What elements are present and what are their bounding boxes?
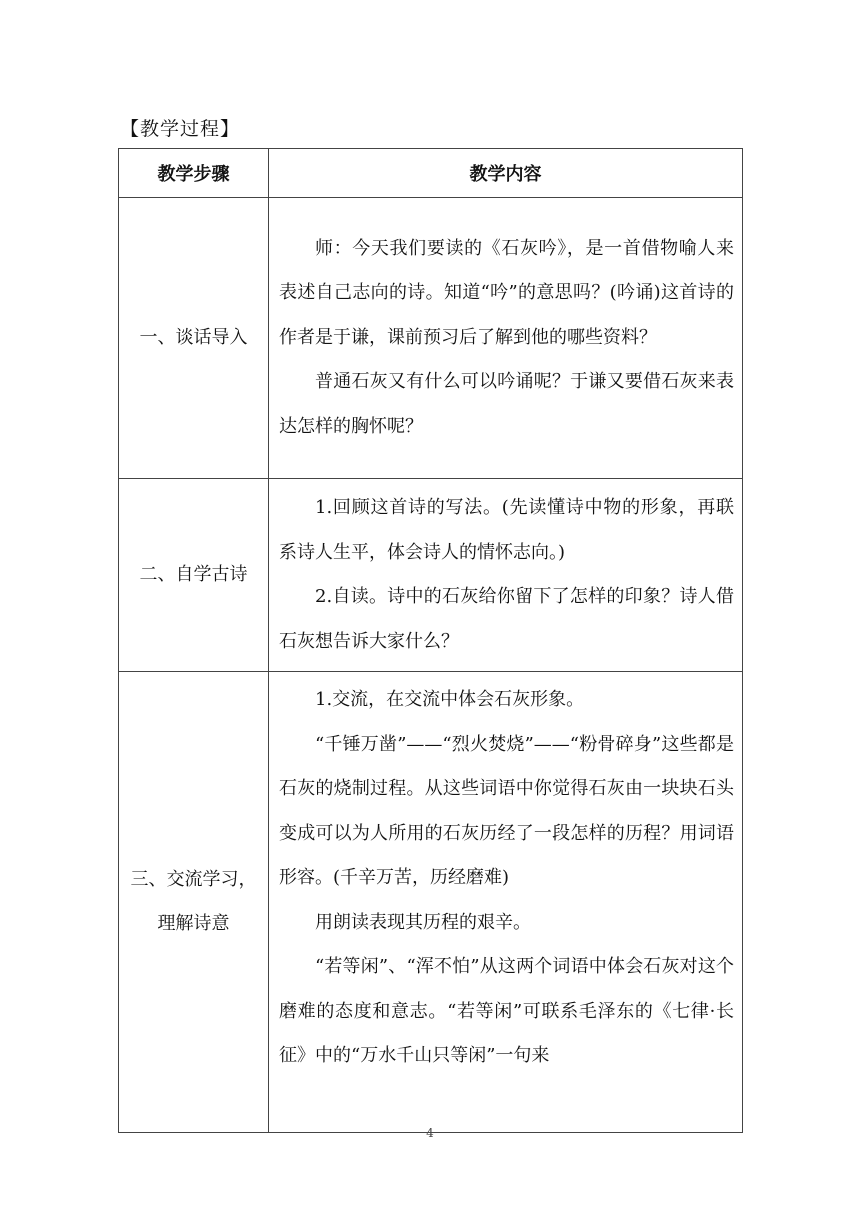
table-row	[119, 672, 743, 1133]
page-number: 4	[426, 1126, 434, 1140]
content-paragraph: 普通石灰又有什么可以吟诵呢？于谦又要借石灰来表达怎样的胸怀呢？	[279, 371, 734, 437]
page-heading: 【教学过程】	[120, 118, 241, 140]
content-paragraph: “千锤万凿”——“烈火焚烧”——“粉骨碎身”这些都是石灰的烧制过程。从这些词语中你觉得石灰由一块块石头变成可以为人所用的石灰历经了一段怎样的历程？用词语形容。(千辛万苦，历经磨难)	[279, 733, 734, 888]
teaching-process-table	[118, 148, 743, 1133]
content-cell	[269, 672, 743, 1133]
table-row	[119, 198, 743, 479]
content-paragraph: “若等闲”、“浑不怕”从这两个词语中体会石灰对这个磨难的态度和意志。“若等闲”可联系毛泽东的《七律·长征》中的“万水千山只等闲”一句来	[279, 956, 734, 1066]
content-paragraph: 师：今天我们要读的《石灰吟》，是一首借物喻人来表述自己志向的诗。知道“吟”的意思吗？(吟诵)这首诗的作者是于谦，课前预习后了解到他的哪些资料？	[279, 237, 734, 348]
content-paragraph: 1.交流，在交流中体会石灰形象。	[315, 689, 585, 710]
content-cell	[269, 479, 743, 672]
header-step: 教学步骤	[119, 149, 269, 198]
header-content: 教学内容	[269, 149, 743, 198]
content-cell	[269, 198, 743, 479]
step-cell: 一、谈话导入	[119, 198, 269, 479]
table-header-row	[119, 149, 743, 198]
content-paragraph: 1.回顾这首诗的写法。(先读懂诗中物的形象，再联系诗人生平，体会诗人的情怀志向。)	[279, 497, 734, 563]
content-paragraph: 2.自读。诗中的石灰给你留下了怎样的印象？诗人借石灰想告诉大家什么？	[279, 586, 734, 652]
table-row	[119, 479, 743, 672]
step-cell: 三、交流学习，理解诗意	[119, 672, 269, 1133]
step-cell: 二、自学古诗	[119, 479, 269, 672]
content-paragraph: 用朗读表现其历程的艰辛。	[315, 911, 531, 933]
